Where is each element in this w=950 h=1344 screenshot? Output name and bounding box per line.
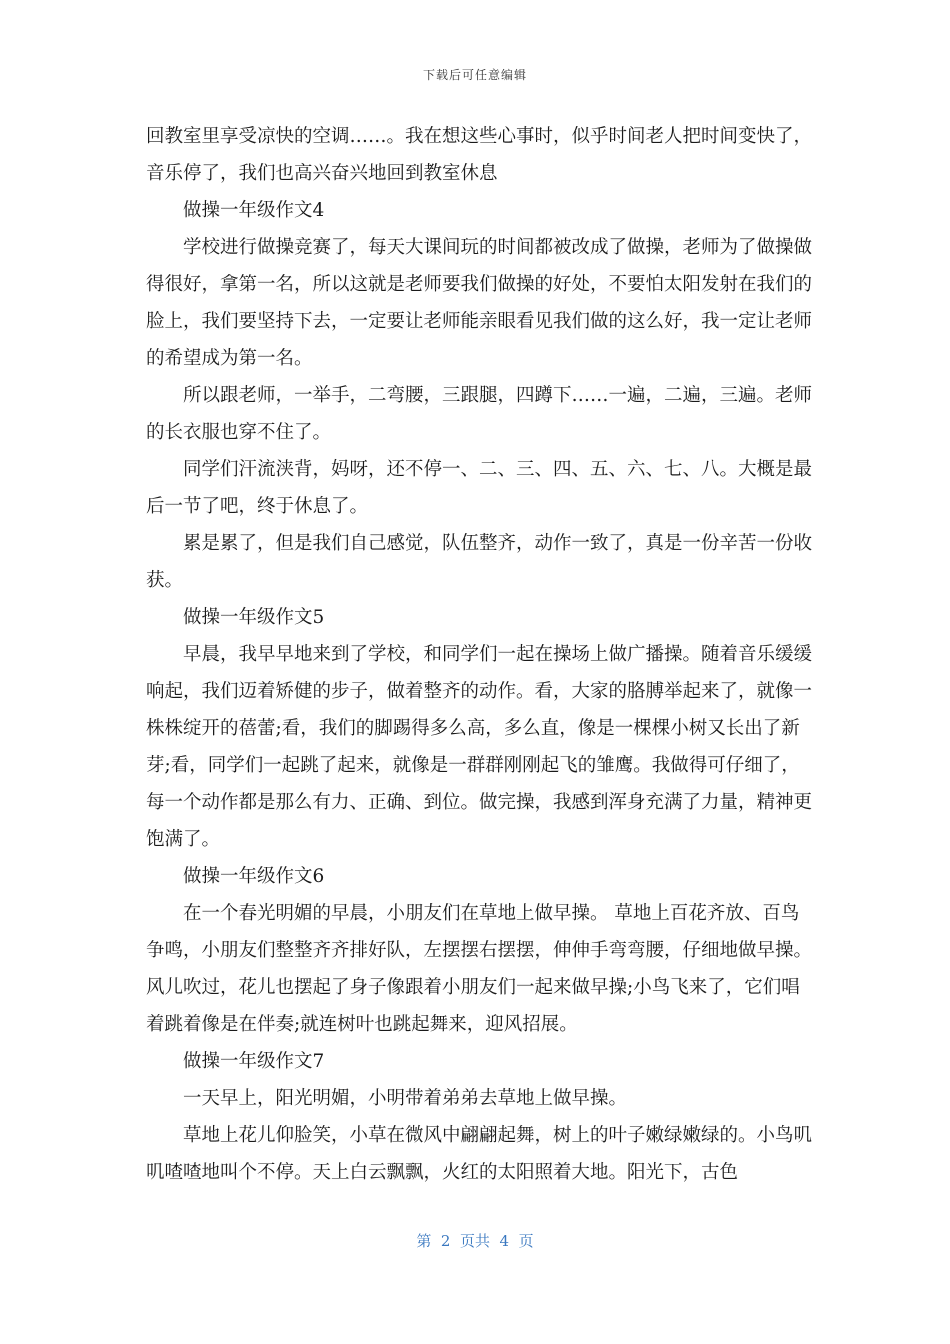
paragraph: 草地上花儿仰脸笑，小草在微风中翩翩起舞，树上的叶子嫩绿嫩绿的。小鸟叽叽喳喳地叫个不停。天上白云飘飘，火红的太阳照着大地。阳光下，古色 <box>146 1125 813 1183</box>
paragraph: 在一个春光明媚的早晨，小朋友们在草地上做早操。 草地上百花齐放、百鸟争鸣，小朋友们整整齐齐排好队，左摆摆右摆摆，伸伸手弯弯腰，仔细地做早操。风儿吹过，花儿也摆起了身子像跟着小朋友们一起来做早操;小鸟飞来了，它们唱着跳着像是在伴奏;就连树叶也跳起舞来，迎风招展。 <box>146 903 813 1035</box>
paragraph: 做操一年级作文6 <box>183 866 325 887</box>
paragraph: 同学们汗流浃背，妈呀，还不停一、二、三、四、五、六、七、八。大概是最后一节了吧，终于休息了。 <box>146 459 813 517</box>
paragraph: 做操一年级作文5 <box>183 607 325 628</box>
paragraph: 所以跟老师，一举手，二弯腰，三跟腿，四蹲下……一遍，二遍，三遍。老师的长衣服也穿不住了。 <box>146 385 813 443</box>
document-body <box>146 118 814 1191</box>
paragraph: 一天早上，阳光明媚，小明带着弟弟去草地上做早操。 <box>183 1088 628 1109</box>
paragraph: 做操一年级作文7 <box>183 1051 325 1072</box>
paragraph: 累是累了，但是我们自己感觉，队伍整齐，动作一致了，真是一份辛苦一份收获。 <box>146 533 813 591</box>
paragraph: 回教室里享受凉快的空调……。我在想这些心事时，似乎时间老人把时间变快了，音乐停了，我们也高兴奋兴地回到教室休息 <box>146 126 813 184</box>
paragraph: 做操一年级作文4 <box>183 200 325 221</box>
paragraph: 学校进行做操竞赛了，每天大课间玩的时间都被改成了做操，老师为了做操做得很好，拿第一名，所以这就是老师要我们做操的好处，不要怕太阳发射在我们的脸上，我们要坚持下去，一定要让老师能亲眼看见我们做的这么好，我一定让老师的希望成为第一名。 <box>146 237 813 369</box>
page-header: 下载后可任意编辑 <box>422 68 527 82</box>
page-footer: 第 2 页共 4 页 <box>416 1232 534 1250</box>
paragraph: 早晨，我早早地来到了学校，和同学们一起在操场上做广播操。随着音乐缓缓响起，我们迈着矫健的步子，做着整齐的动作。看，大家的胳膊举起来了，就像一株株绽开的蓓蕾;看，我们的脚踢得多么高，多么直，像是一棵棵小树又长出了新芽;看，同学们一起跳了起来，就像是一群群刚刚起飞的雏鹰。我做得可仔细了，每一个动作都是那么有力、正确、到位。做完操，我感到浑身充满了力量，精神更饱满了。 <box>146 644 813 850</box>
